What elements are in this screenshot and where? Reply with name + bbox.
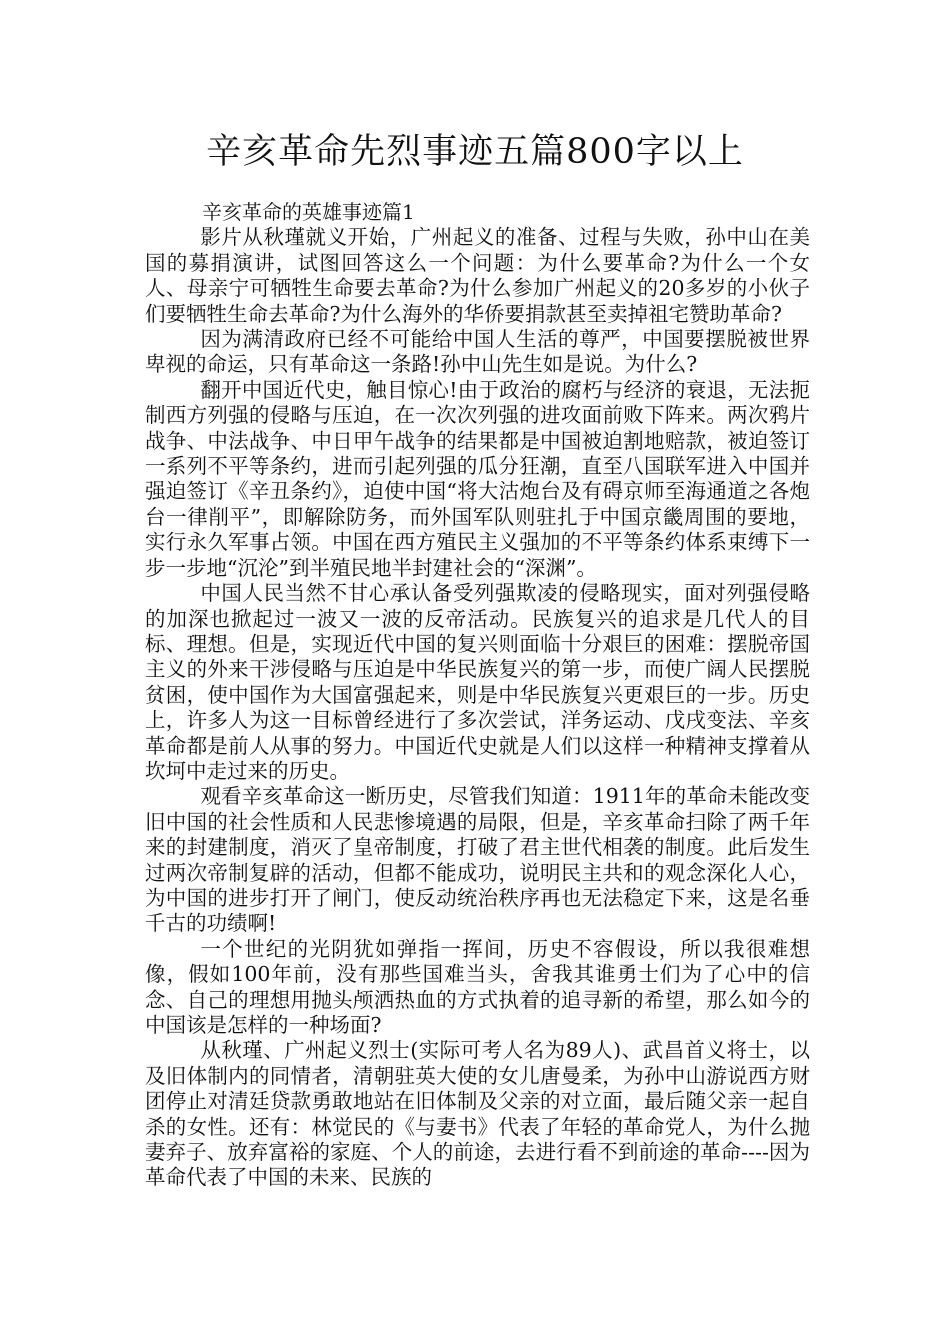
paragraph-7: 从秋瑾、广州起义烈士(实际可考人名为89人)、武昌首义将士，以及旧体制内的同情者，清朝驻英大使的女儿唐曼柔，为孙中山游说西方财团停止对清廷贷款勇敢地站在旧体制及父亲的对立面，最后随父亲一起自杀的女性。还有：林觉民的《与妻书》代表了年轻的革命党人，为什么抛妻弃子、放弃富裕的家庭、个人的前途，去进行看不到前途的革命----因为革命代表了中国的未来、民族的 — [145, 1038, 810, 1190]
paragraph-3: 翻开中国近代史，触目惊心!由于政治的腐朽与经济的衰退，无法扼制西方列强的侵略与压迫，在一次次列强的进攻面前败下阵来。两次鸦片战争、中法战争、中日甲午战争的结果都是中国被迫割地赔款，被迫签订一系列不平等条约，进而引起列强的瓜分狂潮，直至八国联军进入中国并强迫签订《辛丑条约》，迫使中国“将大沽炮台及有碍京师至海通道之各炮台一律削平”，即解除防务，而外国军队则驻扎于中国京畿周围的要地，实行永久军事占领。中国在西方殖民主义强加的不平等条约体系束缚下一步一步地“沉沦”到半殖民地半封建社会的“深渊”。 — [145, 377, 810, 580]
paragraph-1: 影片从秋瑾就义开始，广州起义的准备、过程与失败，孙中山在美国的募捐演讲，试图回答这么一个问题：为什么要革命?为什么一个女人、母亲宁可牺牲生命要去革命?为什么参加广州起义的20多岁的小伙子们要牺牲生命去革命?为什么海外的华侨要捐款甚至卖掉祖宅赞助革命? — [145, 225, 810, 326]
paragraph-4: 中国人民当然不甘心承认备受列强欺凌的侵略现实，面对列强侵略的加深也掀起过一波又一波的反帝活动。民族复兴的追求是几代人的目标、理想。但是，实现近代中国的复兴则面临十分艰巨的困难：摆脱帝国主义的外来干涉侵略与压迫是中华民族复兴的第一步，而使广阔人民摆脱贫困，使中国作为大国富强起来，则是中华民族复兴更艰巨的一步。历史上，许多人为这一目标曾经进行了多次尝试，洋务运动、戊戌变法、辛亥革命都是前人从事的努力。中国近代史就是人们以这样一种精神支撑着从坎坷中走过来的历史。 — [145, 581, 810, 783]
paragraph-6: 一个世纪的光阴犹如弹指一挥间，历史不容假设，所以我很难想像，假如100年前，没有那些国难当头，舍我其谁勇士们为了心中的信念、自己的理想用抛头颅洒热血的方式执着的追寻新的希望，那么如今的中国该是怎样的一种场面? — [145, 936, 810, 1037]
document-body — [145, 200, 810, 1191]
section-heading: 辛亥革命的英雄事迹篇1 — [202, 200, 415, 224]
document-title: 辛亥革命先烈事迹五篇800字以上 — [206, 132, 744, 172]
paragraph-5: 观看辛亥革命这一断历史，尽管我们知道：1911年的革命未能改变旧中国的社会性质和人民悲惨境遇的局限，但是，辛亥革命扫除了两千年来的封建制度，消灭了皇帝制度，打破了君主世代相袭的制度。此后发生过两次帝制复辟的活动，但都不能成功，说明民主共和的观念深化人心，为中国的进步打开了闸门，使反动统治秩序再也无法稳定下来，这是名垂千古的功绩啊! — [145, 784, 810, 936]
paragraph-2: 因为满清政府已经不可能给中国人生活的尊严，中国要摆脱被世界卑视的命运，只有革命这一条路!孙中山先生如是说。为什么? — [145, 327, 810, 377]
